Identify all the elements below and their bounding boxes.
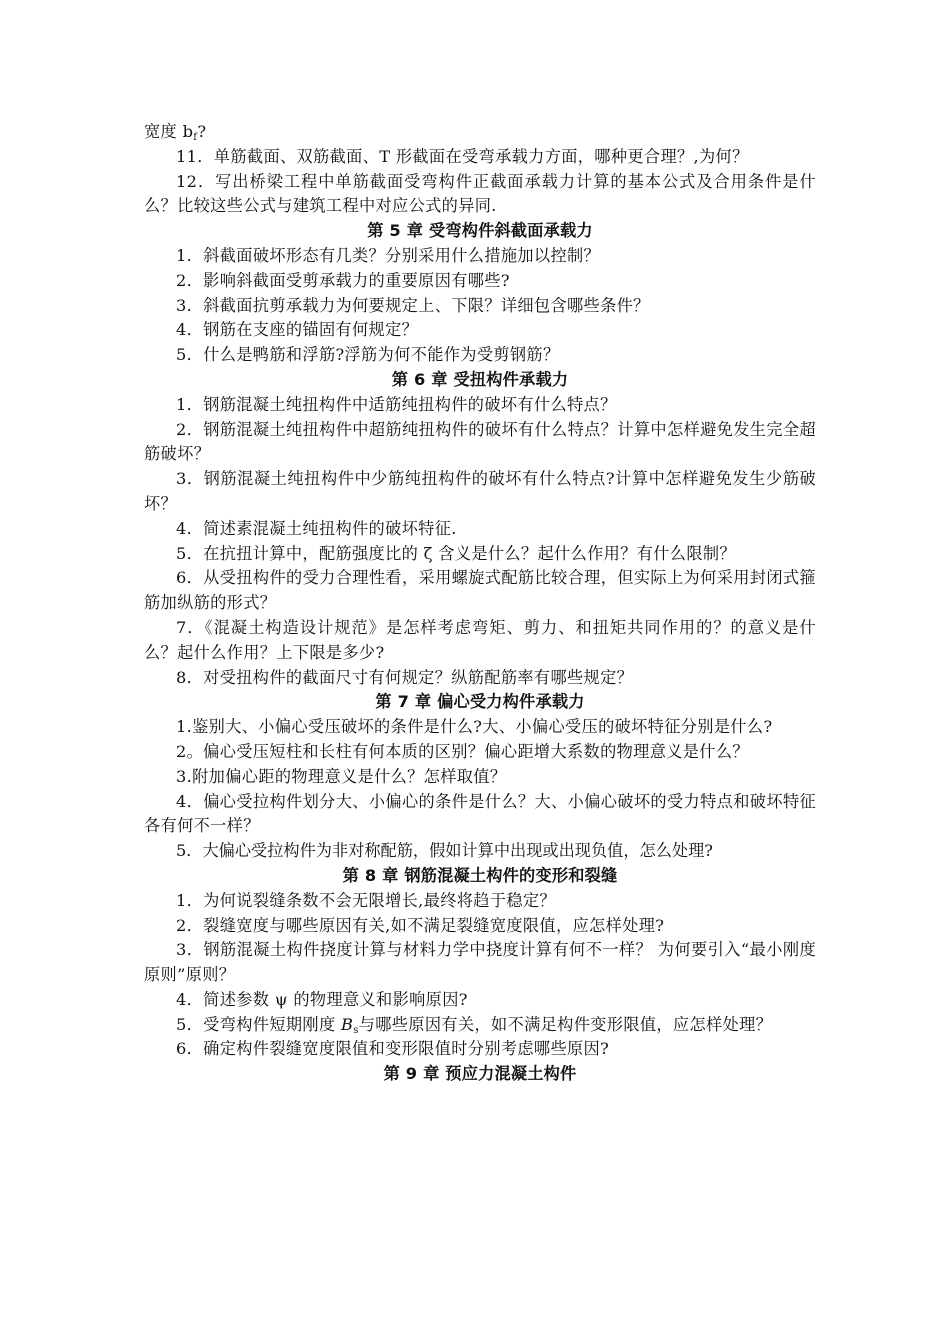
question-8-1: 1．为何说裂缝条数不会无限增长,最终将趋于稳定？: [176, 890, 556, 910]
question-7-3: 3.附加偏心距的物理意义是什么？怎样取值？: [176, 766, 507, 786]
chapter-7-title: 第 7 章 偏心受力构件承载力: [375, 692, 585, 712]
question-5-4: 4．钢筋在支座的锚固有何规定？: [176, 320, 419, 340]
continued-line: 宽度 $b_f$?: [144, 122, 207, 143]
question-5-1: 1．斜截面破坏形态有几类？分别采用什么措施加以控制？: [176, 245, 601, 265]
question-6-7: 7．《混凝土构造设计规范》是怎样考虑弯矩、剪力、和扭矩共同作用的？的意义是什么？起什么作用？上下限是多少?: [144, 617, 816, 662]
document-page: [144, 120, 816, 1087]
question-6-6: 6．从受扭构件的受力合理性看，采用螺旋式配筋比较合理，但实际上为何采用封闭式箍筋加纵筋的形式？: [144, 568, 816, 613]
question-6-2: 2．钢筋混凝土纯扭构件中超筋纯扭构件的破坏有什么特点？计算中怎样避免发生完全超筋破坏？: [144, 419, 816, 464]
question-8-3: 3．钢筋混凝土构件挠度计算与材料力学中挠度计算有何不一样？ 为何要引入“最小刚度原则”原则？: [144, 940, 816, 985]
question-6-5: 5．在抗扭计算中，配筋强度比的 ζ 含义是什么？起什么作用？有什么限制？: [176, 543, 736, 563]
question-7-4: 4．偏心受拉构件划分大、小偏心的条件是什么？大、小偏心破坏的受力特点和破坏特征各有何不一样？: [144, 791, 816, 836]
question-6-4: 4．简述素混凝土纯扭构件的破坏特征.: [176, 518, 457, 538]
question-5-5: 5．什么是鸭筋和浮筋?浮筋为何不能作为受剪钢筋？: [176, 345, 560, 365]
question-8-2: 2．裂缝宽度与哪些原因有关,如不满足裂缝宽度限值，应怎样处理?: [176, 915, 665, 935]
question-6-8: 8．对受扭构件的截面尺寸有何规定？纵筋配筋率有哪些规定？: [176, 667, 634, 687]
question-5-2: 2．影响斜截面受剪承载力的重要原因有哪些?: [176, 270, 510, 290]
question-7-2: 2。偏心受压短柱和长柱有何本质的区别？偏心距增大系数的物理意义是什么？: [176, 741, 749, 761]
chapter-5-title: 第 5 章 受弯构件斜截面承载力: [367, 221, 593, 241]
question-4-11: 11．单筋截面、双筋截面、T 形截面在受弯承载力方面，哪种更合理？,为何？: [176, 146, 749, 166]
question-8-6: 6．确定构件裂缝宽度限值和变形限值时分别考虑哪些原因?: [176, 1039, 610, 1059]
question-4-12: 12．写出桥梁工程中单筋截面受弯构件正截面承载力计算的基本公式及合用条件是什么？比较这些公式与建筑工程中对应公式的异同.: [144, 171, 816, 216]
question-6-1: 1．钢筋混凝土纯扭构件中适筋纯扭构件的破坏有什么特点？: [176, 394, 617, 414]
question-6-3: 3．钢筋混凝土纯扭构件中少筋纯扭构件的破坏有什么特点?计算中怎样避免发生少筋破坏？: [144, 469, 816, 513]
question-7-1: 1.鉴别大、小偏心受压破坏的条件是什么?大、小偏心受压的破坏特征分别是什么?: [176, 717, 773, 737]
question-8-5: 5．受弯构件短期刚度 $B_s$与哪些原因有关，如不满足构件变形限值，应怎样处理？: [176, 1014, 773, 1036]
chapter-8-title: 第 8 章 钢筋混凝土构件的变形和裂缝: [342, 865, 618, 885]
chapter-9-title: 第 9 章 预应力混凝土构件: [383, 1064, 577, 1084]
question-5-3: 3．斜截面抗剪承载力为何要规定上、下限？详细包含哪些条件？: [176, 295, 650, 315]
question-8-4: 4．简述参数 ψ 的物理意义和影响原因?: [176, 989, 468, 1009]
question-7-5: 5．大偏心受拉构件为非对称配筋，假如计算中出现或出现负值，怎么处理?: [176, 841, 713, 861]
chapter-6-title: 第 6 章 受扭构件承载力: [391, 369, 569, 389]
